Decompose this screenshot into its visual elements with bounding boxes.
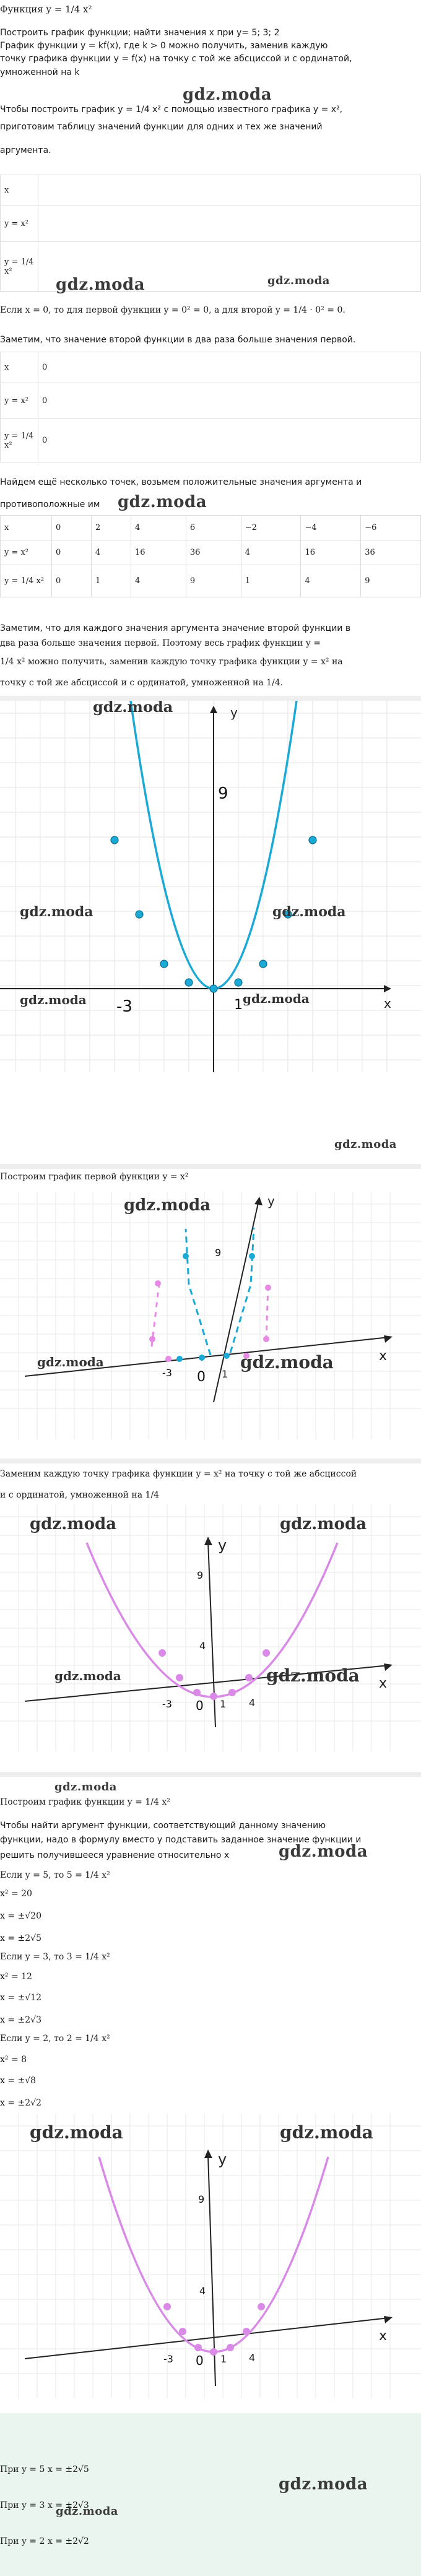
- point: [160, 960, 168, 968]
- watermark: gdz.moda: [56, 2505, 118, 2518]
- tick-label-0: 0: [197, 1369, 206, 1385]
- table-cell: −2: [241, 516, 301, 540]
- point: [163, 2303, 171, 2310]
- tick-label-1: 1: [220, 1698, 227, 1710]
- table-cell: 4: [131, 516, 186, 540]
- watermark: gdz.moda: [243, 991, 310, 1006]
- tick-label-1: 1: [234, 997, 243, 1013]
- x-axis-arrow-icon: [384, 1663, 393, 1671]
- tick-label-9: 9: [197, 1569, 204, 1581]
- watermark: gdz.moda: [272, 904, 346, 920]
- y-axis-label: y: [267, 1194, 275, 1208]
- parabola-points-pink: [149, 1280, 271, 1362]
- tick-label-4x: 4: [249, 2352, 256, 2364]
- solve-text-3: решить получившееся уравнение относительно x: [0, 1850, 230, 1860]
- table-cell: 1: [92, 565, 131, 597]
- case-2: Если y = 3, то 3 = 1/4 x²: [0, 1952, 110, 1962]
- watermark: gdz.moda: [266, 1665, 360, 1686]
- point: [193, 1689, 201, 1696]
- point: [258, 2303, 265, 2310]
- task-text: Построить график функции; найти значения x при y= 5; 3; 2: [0, 28, 280, 38]
- table-cell: 4: [241, 540, 301, 565]
- parabola-dashed-left: [186, 1229, 210, 1355]
- tick-label-0: 0: [196, 1698, 204, 1713]
- x-axis-arrow-icon: [384, 985, 391, 992]
- replace-text-1: Заменим каждую точку графика функции y = x² на точку с той же абсциссой: [0, 1469, 357, 1479]
- watermark: gdz.moda: [124, 1196, 211, 1215]
- tick-label-minus-3: -3: [162, 1698, 172, 1710]
- point: [210, 985, 217, 992]
- table-cell: y = 1/4 x²: [1, 565, 52, 597]
- table-cell: 0: [52, 565, 92, 597]
- table-cell: x: [1, 516, 52, 540]
- rule-text-2: точку графика функции y = f(x) на точку с той же абсциссой и с ординатой,: [0, 54, 352, 64]
- watermark: gdz.moda: [93, 701, 173, 716]
- case-1-step-a: x² = 20: [0, 1889, 32, 1899]
- table-row: [1, 516, 421, 540]
- answer-1: При y = 5 x = ±2√5: [0, 2465, 89, 2474]
- note2-text-2: два раза больше значения первой. Поэтому весь график функции y =: [0, 638, 321, 648]
- x-axis-label: x: [379, 2328, 388, 2344]
- y-axis-label: y: [230, 705, 238, 720]
- answer-2: При y = 3 x = ±2√3: [0, 2500, 89, 2510]
- watermark: gdz.moda: [267, 274, 330, 287]
- tick-label-4: 4: [199, 1640, 206, 1652]
- table-cell: −4: [301, 516, 361, 540]
- solve-text-2: функции, надо в формулу вместо y подставить заданное значение функции и: [0, 1835, 362, 1845]
- table-row: [1, 540, 421, 565]
- table-row: [1, 206, 421, 242]
- case-3: Если y = 2, то 2 = 1/4 x²: [0, 2034, 110, 2044]
- y-axis-label: y: [218, 1537, 227, 1554]
- table-cell: 36: [361, 540, 421, 565]
- tick-label-9: 9: [198, 2193, 205, 2205]
- watermark: gdz.moda: [280, 2122, 373, 2143]
- table-cell: 4: [92, 540, 131, 565]
- watermark: gdz.moda: [280, 1515, 367, 1533]
- tick-label-4: 4: [199, 2285, 206, 2297]
- point: [136, 911, 143, 918]
- grid: [0, 1192, 421, 1439]
- point: [228, 1689, 236, 1696]
- note2-text-3: 1/4 x² можно получить, заменив каждую точку графика функции y = x² на: [0, 657, 343, 667]
- point: [309, 836, 316, 844]
- watermark: gdz.moda: [240, 1352, 334, 1373]
- section-separator: [0, 1772, 421, 1777]
- point: [176, 1674, 183, 1681]
- point: [210, 2348, 217, 2356]
- double-note: Заметим, что значение второй функции в два раза больше значения первой.: [0, 335, 356, 345]
- case-1-step-b: x = ±√20: [0, 1911, 41, 1921]
- watermark: gdz.moda: [37, 1355, 104, 1369]
- rule-text-3: умноженной на k: [0, 67, 80, 77]
- solve-text-1: Чтобы найти аргумент функции, соответствующий данному значению: [0, 1821, 326, 1831]
- table-cell: 6: [186, 516, 241, 540]
- table-cell: 0: [38, 383, 421, 419]
- section-separator: [0, 696, 421, 701]
- table-cell: 4: [131, 565, 186, 597]
- table-cell: 1: [241, 565, 301, 597]
- table-cell: [38, 175, 421, 206]
- table-cell: 16: [301, 540, 361, 565]
- tick-label-0: 0: [196, 2353, 204, 2368]
- section-separator: [0, 1459, 421, 1464]
- point: [111, 836, 118, 844]
- plan-text-1: Чтобы построить график y = 1/4 x² с помощью известного графика y = x²,: [0, 105, 343, 115]
- table-cell: 36: [186, 540, 241, 565]
- point: [235, 979, 242, 986]
- answer-3: При y = 2 x = ±2√2: [0, 2536, 89, 2546]
- rule-text-1: График функции y = kf(x), где k > 0 можно получить, заменив каждую: [0, 41, 328, 51]
- table-cell: 0: [38, 352, 421, 383]
- watermark: gdz.moda: [334, 1138, 397, 1151]
- watermark: gdz.moda: [279, 2475, 368, 2494]
- tick-label-9: 9: [218, 784, 228, 803]
- table-cell: y = x²: [1, 383, 38, 419]
- tick-label-1: 1: [222, 1368, 228, 1380]
- case-2-step-a: x² = 12: [0, 1972, 32, 1982]
- table-row: [1, 565, 421, 597]
- more-points-text-1: Найдем ещё несколько точек, возьмем положительные значения аргумента и: [0, 477, 362, 487]
- values-table-empty: [0, 175, 421, 292]
- table-cell: 0: [52, 516, 92, 540]
- table-cell: 0: [38, 419, 421, 462]
- point: [179, 2328, 186, 2335]
- case-2-step-c: x = ±2√3: [0, 2015, 41, 2025]
- watermark: gdz.moda: [118, 493, 207, 511]
- x-axis-label: x: [379, 1348, 388, 1364]
- table-cell: 2: [92, 516, 131, 540]
- point: [194, 2344, 202, 2351]
- table-cell: x: [1, 175, 38, 206]
- watermark: gdz.moda: [20, 992, 87, 1007]
- function-title: Функция y = 1/4 x²: [0, 4, 92, 15]
- case-1-step-c: x = ±2√5: [0, 1933, 41, 1943]
- table-cell: [38, 206, 421, 242]
- y-axis-arrow-icon: [254, 1197, 263, 1205]
- graph-quarter-parabola-blue: [0, 701, 421, 1116]
- point: [158, 1649, 166, 1657]
- watermark: gdz.moda: [54, 1668, 121, 1683]
- table-cell: y = x²: [1, 540, 52, 565]
- point: [263, 1649, 270, 1657]
- table-row: [1, 419, 421, 462]
- point: [210, 1693, 217, 1700]
- x-axis-arrow-icon: [384, 1335, 393, 1343]
- plan-text-2: приготовим таблицу значений функции для одних и тех же значений: [0, 122, 323, 132]
- watermark: gdz.moda: [30, 2122, 123, 2143]
- case-1: Если y = 5, то 5 = 1/4 x²: [0, 1870, 110, 1880]
- build-caption: Построим график функции y = 1/4 x²: [0, 1797, 170, 1807]
- tick-label-9: 9: [215, 1247, 222, 1259]
- case-2-step-b: x = ±√12: [0, 1993, 41, 2003]
- tick-label-4x: 4: [249, 1697, 256, 1709]
- table-cell: 0: [52, 540, 92, 565]
- table-cell: y = 1/4 x²: [1, 419, 38, 462]
- plan-text-3: аргумента.: [0, 145, 51, 155]
- answer-box: [0, 2413, 421, 2576]
- table-cell: y = 1/4 x²: [1, 242, 38, 292]
- y-axis-label: y: [218, 2151, 227, 2168]
- replace-text-2: и с ординатой, умноженной на 1/4: [0, 1490, 160, 1500]
- table-cell: 4: [301, 565, 361, 597]
- y-axis-arrow-icon: [210, 706, 217, 713]
- table-cell: 9: [361, 565, 421, 597]
- tick-label-1: 1: [220, 2353, 227, 2365]
- pink-dashed-right: [266, 1285, 268, 1340]
- point: [243, 2328, 250, 2335]
- watermark: gdz.moda: [56, 275, 145, 294]
- watermark: gdz.moda: [183, 85, 272, 104]
- note2-text-1: Заметим, что для каждого значения аргумента значение второй функции в: [0, 623, 351, 633]
- x-axis-label: x: [379, 1676, 388, 1691]
- table-row: [1, 383, 421, 419]
- x-axis-arrow-icon: [384, 2316, 393, 2323]
- graph-quarter-parabola-pink: [0, 1504, 421, 1764]
- tick-label-minus-3: -3: [116, 997, 132, 1016]
- tick-label-minus-3: -3: [163, 2353, 173, 2365]
- table-cell: x: [1, 352, 38, 383]
- note2-text-4: точку с той же абсциссой и с ординатой, умноженной на 1/4.: [0, 678, 284, 688]
- table-cell: −6: [361, 516, 421, 540]
- tick-label-minus-3: -3: [162, 1367, 172, 1379]
- table-row: [1, 175, 421, 206]
- watermark: gdz.moda: [30, 1515, 117, 1533]
- graph-quarter-parabola-final: [0, 2114, 421, 2405]
- watermark: gdz.moda: [54, 1780, 117, 1793]
- x-axis-label: x: [384, 996, 391, 1011]
- values-table-zero: [0, 352, 421, 462]
- table-cell: 9: [186, 565, 241, 597]
- table-cell: y = x²: [1, 206, 38, 242]
- point: [227, 2344, 234, 2351]
- zero-explanation: Если x = 0, то для первой функции y = 0² = 0, а для второй y = 1/4 · 0² = 0.: [0, 305, 345, 315]
- graph-parabola-dashed: [0, 1192, 421, 1452]
- case-3-step-a: x² = 8: [0, 2055, 27, 2065]
- more-points-text-2: противоположные им: [0, 500, 100, 510]
- point: [245, 1674, 253, 1681]
- watermark: gdz.moda: [20, 904, 93, 920]
- case-3-step-b: x = ±√8: [0, 2076, 37, 2086]
- grid: [0, 701, 421, 1072]
- section-separator: [0, 1164, 421, 1169]
- table-row: [1, 352, 421, 383]
- values-table-full: [0, 515, 421, 597]
- watermark: gdz.moda: [279, 1842, 368, 1861]
- point: [185, 979, 193, 986]
- table-cell: 16: [131, 540, 186, 565]
- y-axis-arrow-icon: [204, 1537, 212, 1545]
- point: [259, 960, 267, 968]
- case-3-step-c: x = ±2√2: [0, 2098, 41, 2108]
- first-graph-caption: Построим график первой функции y = x²: [0, 1172, 189, 1182]
